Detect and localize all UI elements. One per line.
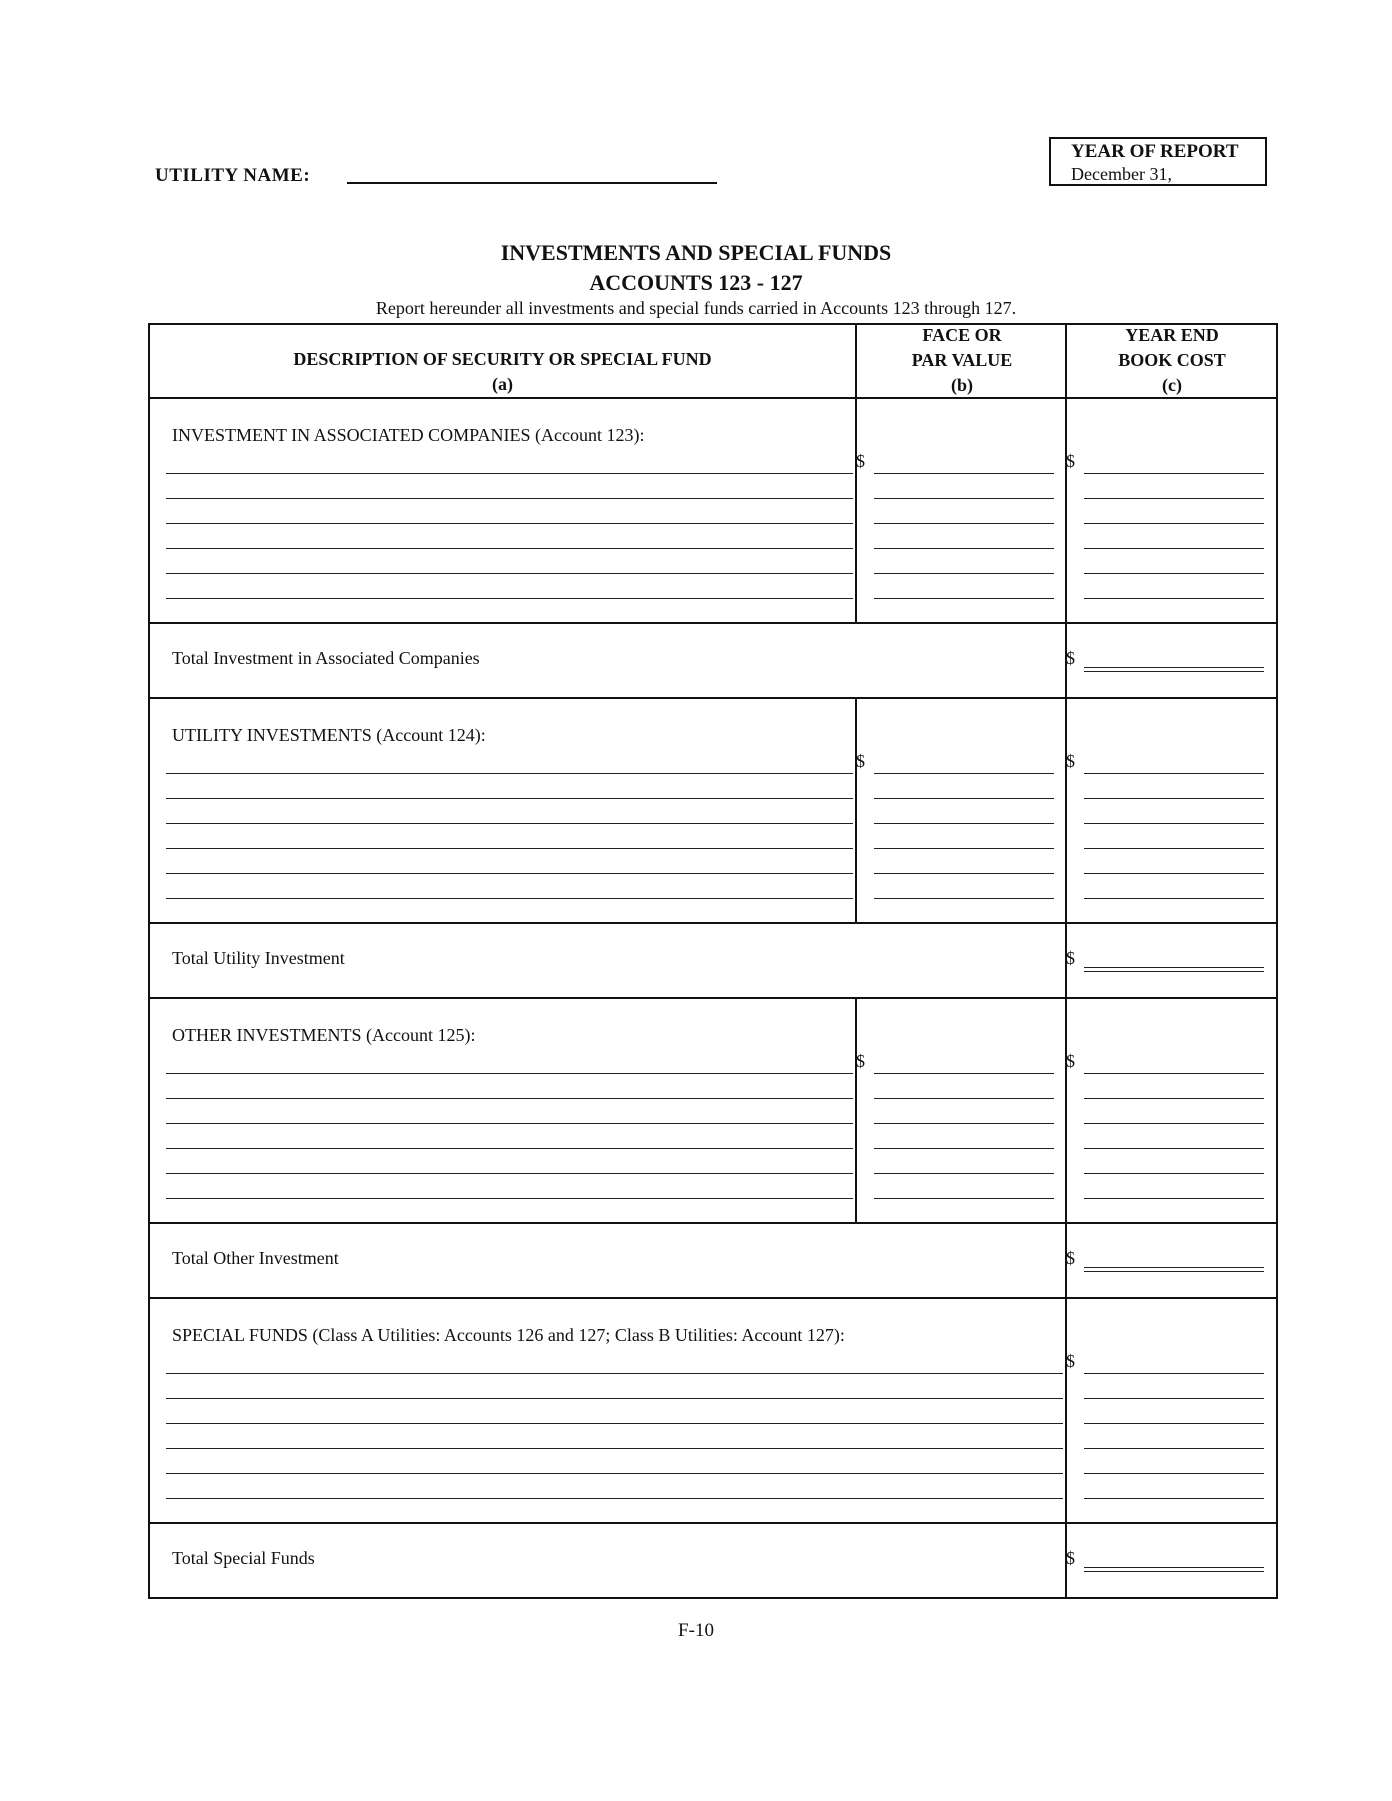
col-a-title: DESCRIPTION OF SECURITY OR SPECIAL FUND [293,349,712,369]
entry-line[interactable] [166,1373,1063,1374]
face-value-line[interactable] [874,523,1054,524]
col-b-line1: FACE OR [922,325,1002,345]
section-divider [150,1522,1276,1524]
face-value-line[interactable] [874,773,1054,774]
entry-line[interactable] [166,823,853,824]
total-associated-companies-label: Total Investment in Associated Companies [172,648,480,668]
entry-line[interactable] [166,1073,853,1074]
entry-line[interactable] [166,598,853,599]
face-value-line[interactable] [874,1148,1054,1149]
entry-line[interactable] [166,523,853,524]
entry-line[interactable] [166,1448,1063,1449]
entry-line[interactable] [166,1498,1063,1499]
book-cost-line[interactable] [1084,1373,1264,1374]
book-cost-line[interactable] [1084,598,1264,599]
book-cost-line[interactable] [1084,798,1264,799]
book-cost-line[interactable] [1084,773,1264,774]
book-cost-line[interactable] [1084,1423,1264,1424]
dollar-sign: $ [1066,1248,1075,1268]
section-divider [150,1297,1276,1299]
col-c-line1: YEAR END [1125,325,1219,345]
book-cost-line[interactable] [1084,548,1264,549]
total-other-investment-label: Total Other Investment [172,1248,339,1268]
book-cost-line[interactable] [1084,1073,1264,1074]
dollar-sign: $ [1066,1548,1075,1568]
entry-line[interactable] [166,1123,853,1124]
entry-line[interactable] [166,1098,853,1099]
page-number: F-10 [678,1620,714,1641]
face-value-line[interactable] [874,573,1054,574]
entry-line[interactable] [166,1423,1063,1424]
entry-line[interactable] [166,1173,853,1174]
dollar-sign: $ [856,1051,865,1071]
year-of-report-box [1049,137,1267,186]
col-b-letter: (b) [951,375,973,395]
dollar-sign: $ [1066,1051,1075,1071]
total-utility-investment-label: Total Utility Investment [172,948,345,968]
face-value-line[interactable] [874,548,1054,549]
dollar-sign: $ [1066,948,1075,968]
col-c-header [1067,323,1277,398]
entry-line[interactable] [166,873,853,874]
face-value-line[interactable] [874,1198,1054,1199]
section-divider [150,697,1276,699]
book-cost-line[interactable] [1084,1148,1264,1149]
face-value-line[interactable] [874,1123,1054,1124]
dollar-sign: $ [1066,648,1075,668]
face-value-line[interactable] [874,798,1054,799]
face-value-line[interactable] [874,848,1054,849]
col-b-header [857,323,1067,398]
entry-line[interactable] [166,548,853,549]
book-cost-line[interactable] [1084,873,1264,874]
page-title: INVESTMENTS AND SPECIAL FUNDS [500,240,892,265]
col-a-letter: (a) [492,374,513,394]
face-value-line[interactable] [874,1173,1054,1174]
face-value-line[interactable] [874,898,1054,899]
col-c-letter: (c) [1162,375,1182,395]
total-special-funds-label: Total Special Funds [172,1548,315,1568]
section-divider [150,997,1276,999]
entry-line[interactable] [166,1148,853,1149]
book-cost-line[interactable] [1084,498,1264,499]
entry-line[interactable] [166,798,853,799]
book-cost-line[interactable] [1084,1473,1264,1474]
total-utility-investment-field[interactable] [1084,967,1264,972]
utility-name-label: UTILITY NAME: [155,165,311,186]
col-divider-b [855,698,857,923]
book-cost-line[interactable] [1084,823,1264,824]
section-associated-companies-label: INVESTMENT IN ASSOCIATED COMPANIES (Account 123): [172,425,645,445]
book-cost-line[interactable] [1084,1098,1264,1099]
entry-line[interactable] [166,498,853,499]
book-cost-line[interactable] [1084,473,1264,474]
book-cost-line[interactable] [1084,1173,1264,1174]
book-cost-line[interactable] [1084,1398,1264,1399]
section-special-funds-label: SPECIAL FUNDS (Class A Utilities: Accounts 126 and 127; Class B Utilities: Account 127): [172,1325,845,1345]
col-a-header [150,347,855,397]
page-subtitle: ACCOUNTS 123 - 127 [589,270,803,295]
book-cost-line[interactable] [1084,1123,1264,1124]
face-value-line[interactable] [874,823,1054,824]
col-divider-b [855,998,857,1223]
dollar-sign: $ [856,751,865,771]
dollar-sign: $ [1066,1351,1075,1371]
face-value-line[interactable] [874,873,1054,874]
dollar-sign: $ [1066,751,1075,771]
entry-line[interactable] [166,773,853,774]
total-associated-companies-field[interactable] [1084,667,1264,672]
book-cost-line[interactable] [1084,1448,1264,1449]
col-divider-b [855,325,857,624]
book-cost-line[interactable] [1084,898,1264,899]
section-divider [150,922,1276,924]
entry-line[interactable] [166,1473,1063,1474]
utility-name-field[interactable] [347,182,717,184]
entry-line[interactable] [166,1198,853,1199]
face-value-line[interactable] [874,1073,1054,1074]
year-of-report-title: YEAR OF REPORT [1071,141,1239,162]
book-cost-line[interactable] [1084,1498,1264,1499]
book-cost-line[interactable] [1084,848,1264,849]
entry-line[interactable] [166,898,853,899]
face-value-line[interactable] [874,598,1054,599]
dollar-sign: $ [856,451,865,471]
section-divider [150,622,1276,624]
section-divider [150,1222,1276,1224]
book-cost-line[interactable] [1084,523,1264,524]
col-c-line2: BOOK COST [1118,350,1226,370]
face-value-line[interactable] [874,473,1054,474]
section-other-investments-label: OTHER INVESTMENTS (Account 125): [172,1025,476,1045]
book-cost-line[interactable] [1084,1198,1264,1199]
col-b-line2: PAR VALUE [911,350,1013,370]
entry-line[interactable] [166,473,853,474]
dollar-sign: $ [1066,451,1075,471]
total-other-investment-field[interactable] [1084,1267,1264,1272]
investments-table [148,323,1278,1599]
book-cost-line[interactable] [1084,573,1264,574]
entry-line[interactable] [166,573,853,574]
entry-line[interactable] [166,1398,1063,1399]
year-of-report-date[interactable]: December 31, [1071,164,1172,184]
section-utility-investments-label: UTILITY INVESTMENTS (Account 124): [172,725,486,745]
total-special-funds-field[interactable] [1084,1567,1264,1572]
face-value-line[interactable] [874,498,1054,499]
entry-line[interactable] [166,848,853,849]
instructions: Report hereunder all investments and special funds carried in Accounts 123 through 127. [375,298,1017,318]
face-value-line[interactable] [874,1098,1054,1099]
